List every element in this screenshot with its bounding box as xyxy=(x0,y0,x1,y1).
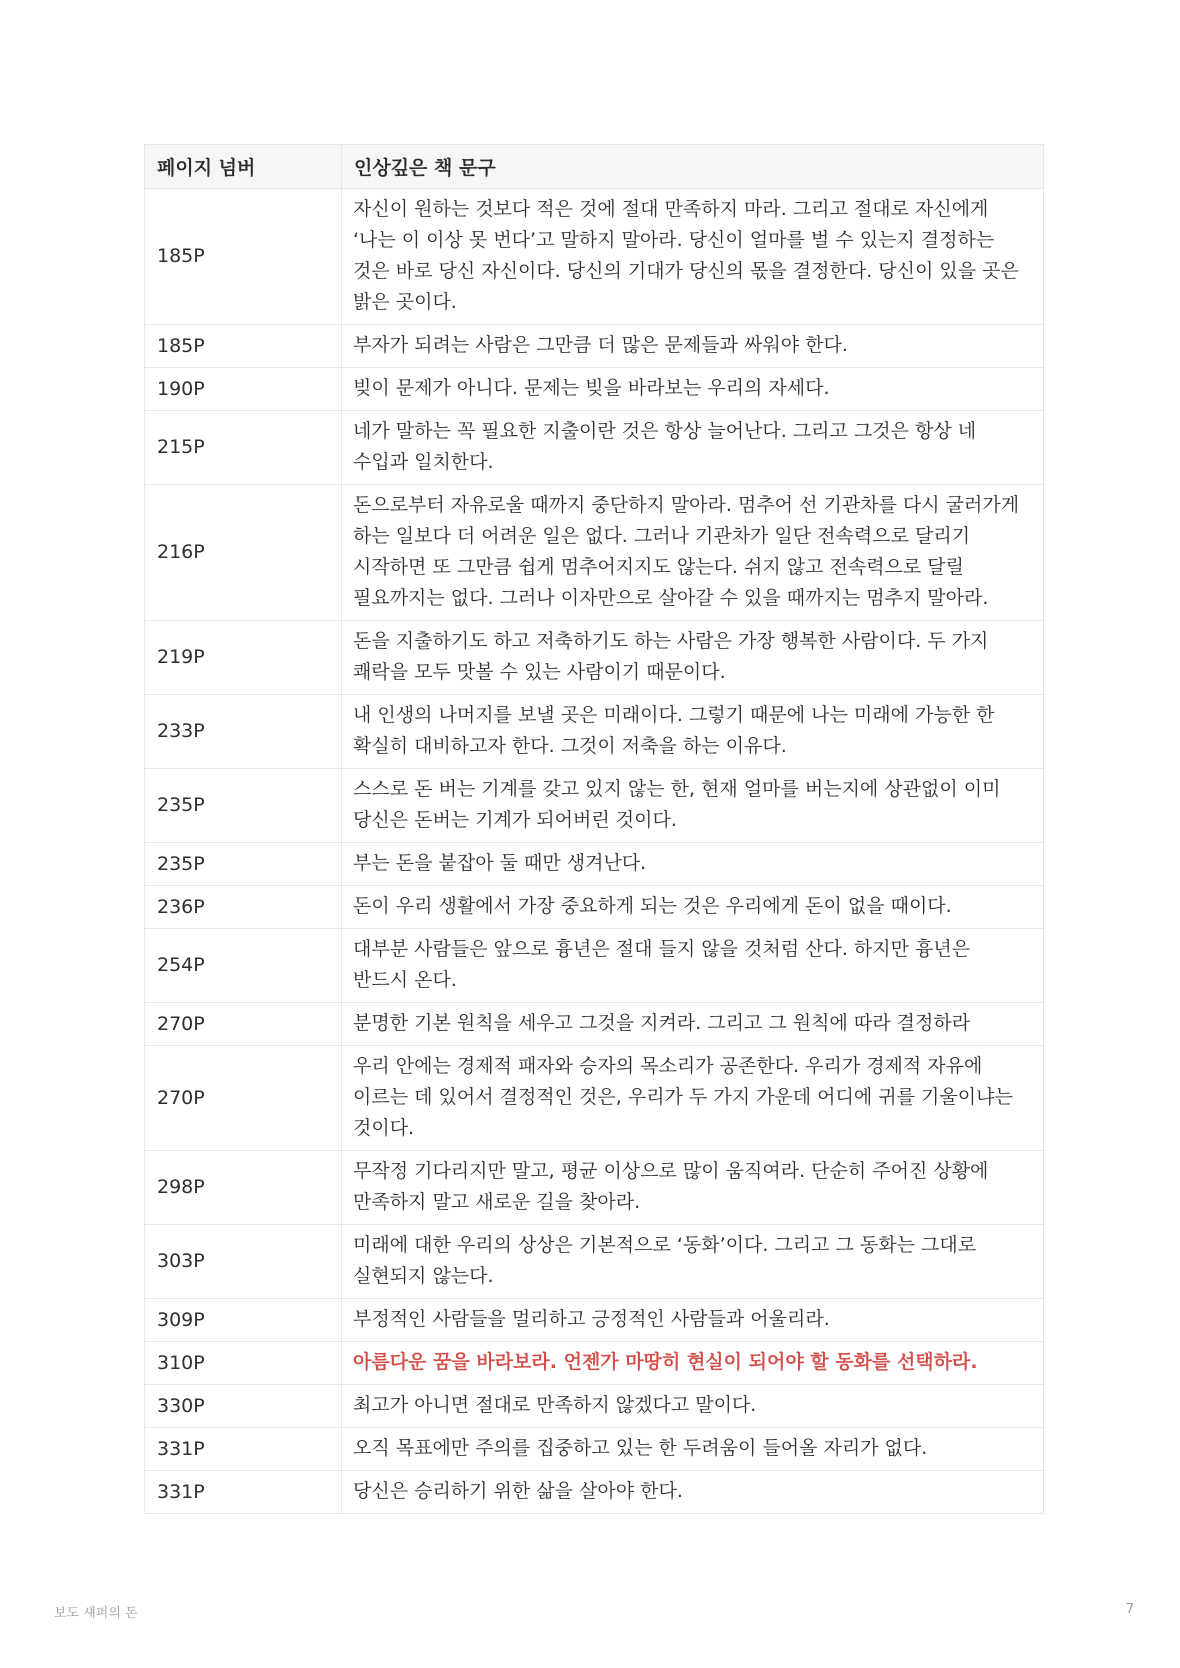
table-row xyxy=(145,1151,1044,1225)
header-page-number: 페이지 넘버 xyxy=(145,145,342,189)
table-row xyxy=(145,1046,1044,1151)
quote-cell: 돈이 우리 생활에서 가장 중요하게 되는 것은 우리에게 돈이 없을 때이다. xyxy=(342,886,1044,929)
table-header xyxy=(145,145,1044,189)
table-row xyxy=(145,769,1044,843)
table-row xyxy=(145,1225,1044,1299)
page-number-cell: 235P xyxy=(145,843,342,886)
page-number-cell: 235P xyxy=(145,769,342,843)
table-row xyxy=(145,1428,1044,1471)
page-number-cell: 185P xyxy=(145,325,342,368)
quote-cell: 미래에 대한 우리의 상상은 기본적으로 ‘동화’이다. 그리고 그 동화는 그대로 실현되지 않는다. xyxy=(342,1225,1044,1299)
page-number-cell: 270P xyxy=(145,1003,342,1046)
page-number-cell: 254P xyxy=(145,929,342,1003)
quote-cell: 자신이 원하는 것보다 적은 것에 절대 만족하지 마라. 그리고 절대로 자신에게 ‘나는 이 이상 못 번다’고 말하지 말아라. 당신이 얼마를 벌 수 있는지 결정하는 것은 바로 당신 자신이다. 당신의 기대가 당신의 몫을 결정한다. 당신이 있을 곳은 밝은 곳이다. xyxy=(342,189,1044,325)
quote-cell: 무작정 기다리지만 말고, 평균 이상으로 많이 움직여라. 단순히 주어진 상황에 만족하지 말고 새로운 길을 찾아라. xyxy=(342,1151,1044,1225)
footer-book-title: 보도 섀퍼의 돈 xyxy=(54,1606,138,1621)
quote-cell: 네가 말하는 꼭 필요한 지출이란 것은 항상 늘어난다. 그리고 그것은 항상 네 수입과 일치한다. xyxy=(342,411,1044,485)
header-row xyxy=(145,145,1044,189)
page-number-cell: 331P xyxy=(145,1471,342,1514)
table-row xyxy=(145,1299,1044,1342)
page-number-cell: 309P xyxy=(145,1299,342,1342)
table-row xyxy=(145,621,1044,695)
quote-table xyxy=(144,144,1044,1514)
table-row xyxy=(145,929,1044,1003)
header-quote: 인상깊은 책 문구 xyxy=(342,145,1044,189)
table-row xyxy=(145,485,1044,621)
table-row xyxy=(145,843,1044,886)
table-row xyxy=(145,1471,1044,1514)
table-row xyxy=(145,411,1044,485)
page-number-cell: 298P xyxy=(145,1151,342,1225)
quote-cell: 대부분 사람들은 앞으로 흉년은 절대 들지 않을 것처럼 산다. 하지만 흉년은 반드시 온다. xyxy=(342,929,1044,1003)
page-number-cell: 216P xyxy=(145,485,342,621)
quote-cell: 돈으로부터 자유로울 때까지 중단하지 말아라. 멈추어 선 기관차를 다시 굴러가게 하는 일보다 더 어려운 일은 없다. 그러나 기관차가 일단 전속력으로 달리기 시작하면 또 그만큼 쉽게 멈추어지지도 않는다. 쉬지 않고 전속력으로 달릴 필요까지는 없다. 그러나 이자만으로 살아갈 수 있을 때까지는 멈추지 말아라. xyxy=(342,485,1044,621)
page-number-cell: 310P xyxy=(145,1342,342,1385)
quote-cell: 부는 돈을 붙잡아 둘 때만 생겨난다. xyxy=(342,843,1044,886)
table-row xyxy=(145,1003,1044,1046)
table-row xyxy=(145,189,1044,325)
page-number-cell: 233P xyxy=(145,695,342,769)
quote-cell: 당신은 승리하기 위한 삶을 살아야 한다. xyxy=(342,1471,1044,1514)
page-number-cell: 331P xyxy=(145,1428,342,1471)
highlighted-quote-cell: 아름다운 꿈을 바라보라. 언젠가 마땅히 현실이 되어야 할 동화를 선택하라. xyxy=(342,1342,1044,1385)
table-row xyxy=(145,886,1044,929)
page-number-cell: 190P xyxy=(145,368,342,411)
table-body xyxy=(145,189,1044,1514)
quote-cell: 내 인생의 나머지를 보낼 곳은 미래이다. 그렇기 때문에 나는 미래에 가능한 한 확실히 대비하고자 한다. 그것이 저축을 하는 이유다. xyxy=(342,695,1044,769)
page-number-cell: 330P xyxy=(145,1385,342,1428)
table-row xyxy=(145,695,1044,769)
quote-cell: 우리 안에는 경제적 패자와 승자의 목소리가 공존한다. 우리가 경제적 자유에 이르는 데 있어서 결정적인 것은, 우리가 두 가지 가운데 어디에 귀를 기울이냐는 것이다. xyxy=(342,1046,1044,1151)
table-row xyxy=(145,325,1044,368)
table-row-highlighted xyxy=(145,1342,1044,1385)
quote-cell: 부자가 되려는 사람은 그만큼 더 많은 문제들과 싸워야 한다. xyxy=(342,325,1044,368)
page-number-cell: 219P xyxy=(145,621,342,695)
quote-cell: 돈을 지출하기도 하고 저축하기도 하는 사람은 가장 행복한 사람이다. 두 가지 쾌락을 모두 맛볼 수 있는 사람이기 때문이다. xyxy=(342,621,1044,695)
quote-cell: 분명한 기본 원칙을 세우고 그것을 지켜라. 그리고 그 원칙에 따라 결정하라 xyxy=(342,1003,1044,1046)
page-number-cell: 303P xyxy=(145,1225,342,1299)
page-number-cell: 236P xyxy=(145,886,342,929)
quote-cell: 최고가 아니면 절대로 만족하지 않겠다고 말이다. xyxy=(342,1385,1044,1428)
quote-cell: 빚이 문제가 아니다. 문제는 빚을 바라보는 우리의 자세다. xyxy=(342,368,1044,411)
quote-cell: 부정적인 사람들을 멀리하고 긍정적인 사람들과 어울리라. xyxy=(342,1299,1044,1342)
page-number-cell: 185P xyxy=(145,189,342,325)
quote-cell: 스스로 돈 버는 기계를 갖고 있지 않는 한, 현재 얼마를 버는지에 상관없이 이미 당신은 돈버는 기계가 되어버린 것이다. xyxy=(342,769,1044,843)
footer-page-number: 7 xyxy=(1125,1602,1134,1617)
quote-cell: 오직 목표에만 주의를 집중하고 있는 한 두려움이 들어올 자리가 없다. xyxy=(342,1428,1044,1471)
page-number-cell: 270P xyxy=(145,1046,342,1151)
table-row xyxy=(145,368,1044,411)
page-number-cell: 215P xyxy=(145,411,342,485)
table-row xyxy=(145,1385,1044,1428)
